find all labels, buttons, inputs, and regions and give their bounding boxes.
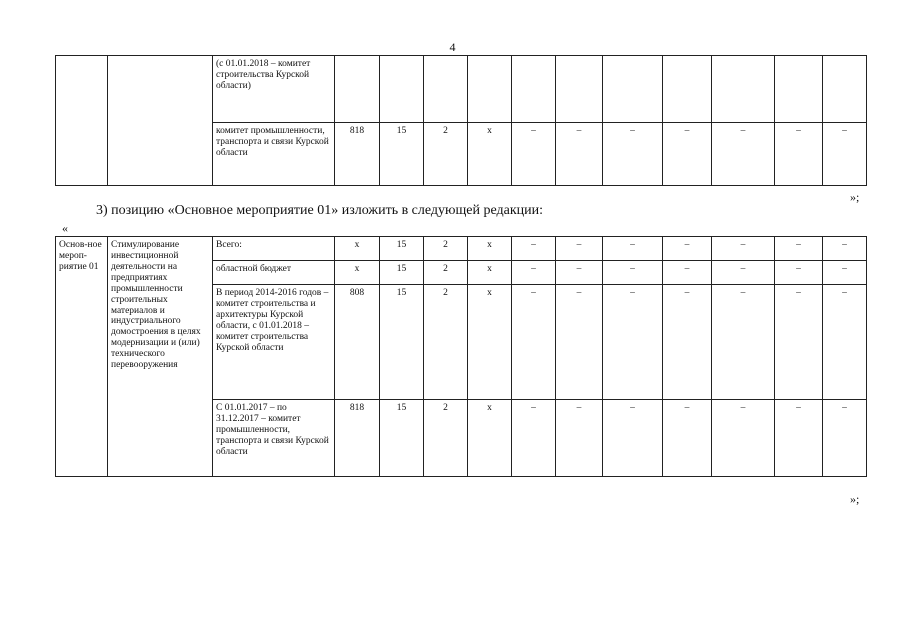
value-cell: – bbox=[663, 237, 712, 261]
responsible-cell: С 01.01.2017 – по 31.12.2017 – комитет промышленности, транспорта и связи Курской области bbox=[213, 400, 335, 477]
responsible-cell: комитет промышленности, транспорта и связи Курской области bbox=[213, 123, 335, 186]
value-cell: x bbox=[468, 285, 512, 400]
closing-quote: »; bbox=[850, 190, 860, 204]
value-cell: – bbox=[512, 285, 556, 400]
value-cell bbox=[468, 56, 512, 123]
responsible-cell: (с 01.01.2018 – комитет строительства Курской области) bbox=[213, 56, 335, 123]
value-cell: 818 bbox=[335, 123, 380, 186]
value-cell: x bbox=[335, 237, 380, 261]
value-cell: – bbox=[663, 261, 712, 285]
value-cell: – bbox=[775, 123, 823, 186]
value-cell: 15 bbox=[380, 261, 424, 285]
value-cell bbox=[512, 56, 556, 123]
value-cell: – bbox=[512, 400, 556, 477]
value-cell: – bbox=[556, 261, 603, 285]
value-cell: 2 bbox=[424, 400, 468, 477]
description-cell bbox=[108, 56, 213, 186]
value-cell: – bbox=[663, 285, 712, 400]
instruction-text: 3) позицию «Основное мероприятие 01» изложить в следующей редакции: bbox=[96, 203, 544, 218]
value-cell: – bbox=[775, 400, 823, 477]
value-cell: – bbox=[823, 285, 867, 400]
value-cell: 2 bbox=[424, 261, 468, 285]
value-cell: – bbox=[556, 123, 603, 186]
value-cell: – bbox=[712, 261, 775, 285]
description-cell: Стимулирование инвестиционной деятельности на предприятиях промышленности строительных материалов и индустриального домостроения в целях модернизации и (или) технического перевооружения bbox=[108, 237, 213, 477]
value-cell: 808 bbox=[335, 285, 380, 400]
value-cell bbox=[823, 56, 867, 123]
table-row bbox=[56, 237, 867, 261]
closing-quote: »; bbox=[850, 492, 860, 506]
value-cell: – bbox=[775, 285, 823, 400]
value-cell: x bbox=[468, 400, 512, 477]
value-cell: – bbox=[556, 400, 603, 477]
opening-quote: « bbox=[62, 221, 68, 235]
value-cell bbox=[424, 56, 468, 123]
value-cell: x bbox=[468, 237, 512, 261]
value-cell bbox=[556, 56, 603, 123]
responsible-cell: Всего: bbox=[213, 237, 335, 261]
value-cell: – bbox=[823, 400, 867, 477]
value-cell: – bbox=[512, 237, 556, 261]
value-cell: – bbox=[775, 237, 823, 261]
table-main-measure bbox=[55, 236, 867, 477]
value-cell: 15 bbox=[380, 285, 424, 400]
value-cell: – bbox=[712, 123, 775, 186]
responsible-cell: В период 2014-2016 годов – комитет строительства и архитектуры Курской области, с 01.01.2018 – комитет строительства Курской области bbox=[213, 285, 335, 400]
value-cell: – bbox=[512, 123, 556, 186]
value-cell bbox=[380, 56, 424, 123]
measure-cell: Основ-ное мероп-риятие 01 bbox=[56, 237, 108, 477]
value-cell: – bbox=[603, 400, 663, 477]
value-cell: x bbox=[468, 123, 512, 186]
value-cell bbox=[603, 56, 663, 123]
value-cell bbox=[775, 56, 823, 123]
value-cell: – bbox=[603, 237, 663, 261]
table-continuation bbox=[55, 55, 867, 186]
value-cell: – bbox=[512, 261, 556, 285]
page-number: 4 bbox=[449, 40, 456, 54]
value-cell bbox=[335, 56, 380, 123]
value-cell: – bbox=[712, 237, 775, 261]
value-cell: x bbox=[335, 261, 380, 285]
value-cell: 2 bbox=[424, 123, 468, 186]
value-cell: – bbox=[556, 285, 603, 400]
value-cell bbox=[663, 56, 712, 123]
value-cell: 2 bbox=[424, 285, 468, 400]
value-cell: – bbox=[603, 285, 663, 400]
value-cell: 15 bbox=[380, 123, 424, 186]
value-cell: – bbox=[823, 261, 867, 285]
value-cell: – bbox=[603, 123, 663, 186]
value-cell: 2 bbox=[424, 237, 468, 261]
value-cell: – bbox=[556, 237, 603, 261]
value-cell: – bbox=[712, 400, 775, 477]
value-cell: – bbox=[663, 400, 712, 477]
table-row bbox=[56, 56, 867, 123]
value-cell: – bbox=[823, 237, 867, 261]
value-cell: – bbox=[823, 123, 867, 186]
value-cell bbox=[712, 56, 775, 123]
value-cell: – bbox=[712, 285, 775, 400]
value-cell: – bbox=[775, 261, 823, 285]
value-cell: x bbox=[468, 261, 512, 285]
measure-cell bbox=[56, 56, 108, 186]
value-cell: – bbox=[603, 261, 663, 285]
value-cell: – bbox=[663, 123, 712, 186]
value-cell: 818 bbox=[335, 400, 380, 477]
responsible-cell: областной бюджет bbox=[213, 261, 335, 285]
value-cell: 15 bbox=[380, 237, 424, 261]
value-cell: 15 bbox=[380, 400, 424, 477]
